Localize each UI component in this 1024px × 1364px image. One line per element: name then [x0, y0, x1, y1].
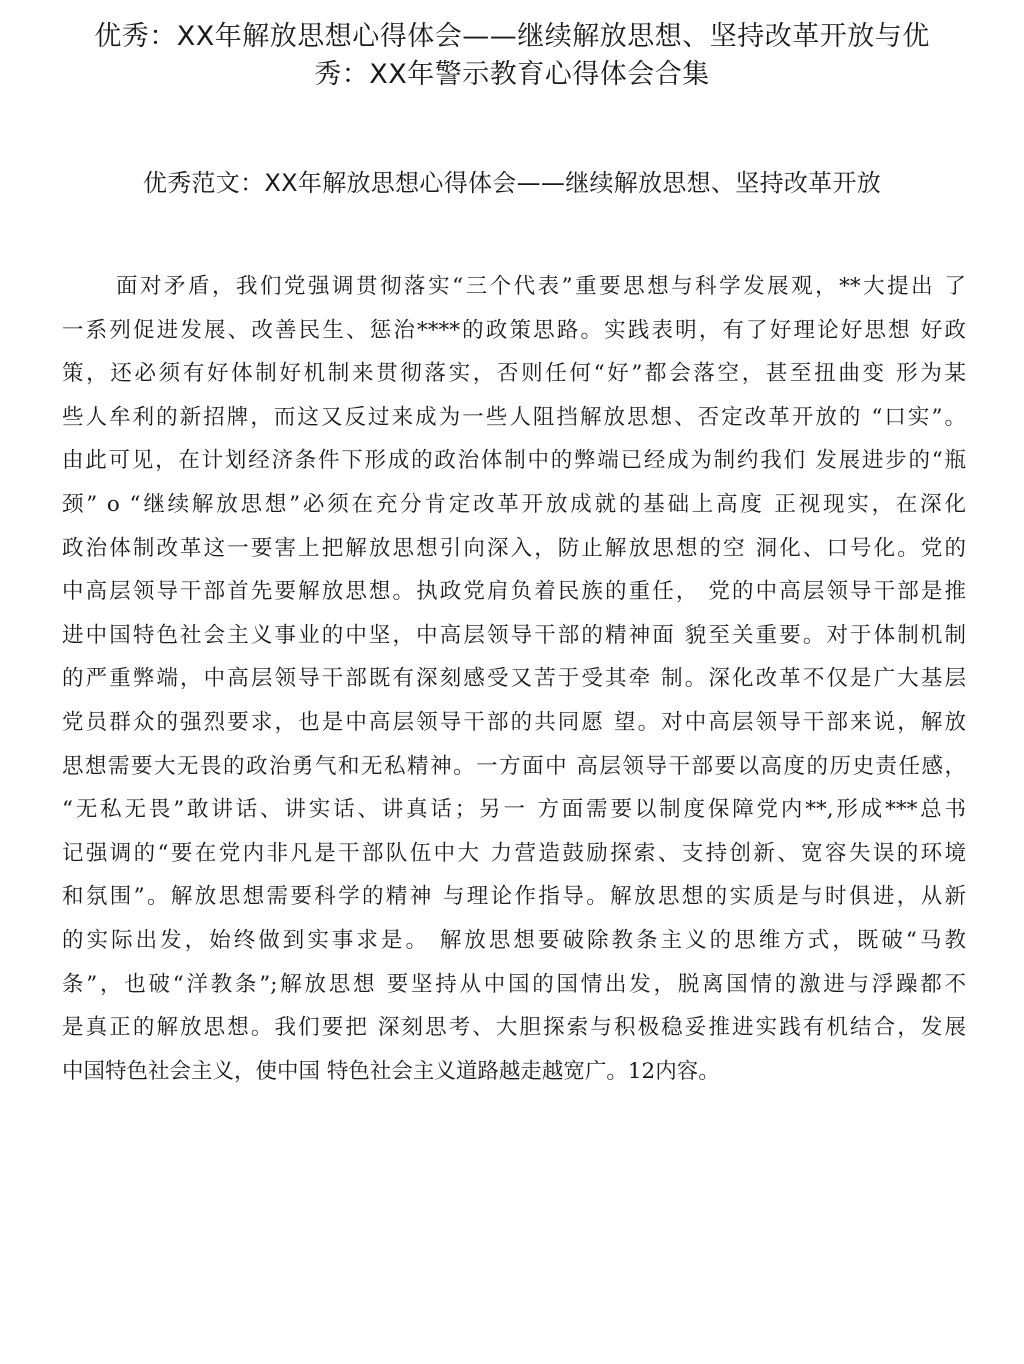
body-line: 和氛围”。解放思想需要科学的精神 与理论作指导。解放思想的实质是与时俱进，从新: [62, 884, 966, 910]
body-line: 策，还必须有好体制好机制来贯彻落实，否则任何“好”都会落空，甚至扭曲变 形为某: [62, 361, 966, 387]
body-line: 是真正的解放思想。我们要把 深刻思考、大胆探索与积极稳妥推进实践有机结合，发展: [62, 1015, 966, 1041]
body-line: 进中国特色社会主义事业的中坚，中高层领导干部的精神面 貌至关重要。对于体制机制: [62, 622, 966, 648]
body-line: 思想需要大无畏的政治勇气和无私精神。一方面中 高层领导干部要以高度的历史责任感，: [62, 753, 966, 779]
body-line: 中高层领导干部首先要解放思想。执政党肩负着民族的重任， 党的中高层领导干部是推: [62, 579, 966, 605]
body-line: 政治体制改革这一要害上把解放思想引向深入，防止解放思想的空 洞化、口号化。党的: [62, 535, 966, 561]
body-paragraph: [62, 265, 966, 1093]
body-line: 一系列促进发展、改善民生、惩治****的政策思路。实践表明，有了好理论好思想 好政: [62, 317, 966, 343]
body-line: 党员群众的强烈要求，也是中高层领导干部的共同愿 望。对中高层领导干部来说，解放: [62, 709, 966, 735]
section-heading: 优秀范文：XX年解放思想心得体会——继续解放思想、坚持改革开放: [142, 169, 882, 197]
body-line: 些人牟利的新招牌，而这又反过来成为一些人阻挡解放思想、否定改革开放的 “口实”。: [62, 404, 966, 430]
document-title-line: 优秀：XX年解放思想心得体会——继续解放思想、坚持改革开放与优: [94, 21, 930, 52]
body-line: 条”，也破“洋教条”;解放思想 要坚持从中国的国情出发，脱离国情的激进与浮躁都不: [62, 971, 966, 997]
document-title-line: 秀：XX年警示教育心得体会合集: [314, 59, 710, 90]
body-line: 由此可见，在计划经济条件下形成的政治体制中的弊端已经成为制约我们 发展进步的“瓶: [62, 448, 966, 474]
document-title: [50, 18, 974, 94]
body-line: 颈” o “继续解放思想”必须在充分肯定改革开放成就的基础上高度 正视现实，在深化: [62, 491, 966, 517]
body-line: 的严重弊端，中高层领导干部既有深刻感受又苦于受其牵 制。深化改革不仅是广大基层: [62, 666, 966, 692]
body-line: 中国特色社会主义，使中国 特色社会主义道路越走越宽广。12内容。: [62, 1058, 720, 1084]
body-line: 记强调的“要在党内非凡是干部队伍中大 力营造鼓励探索、支持创新、宽容失误的环境: [62, 840, 966, 866]
body-line: 面对矛盾，我们党强调贯彻落实“三个代表”重要思想与科学发展观，**大提出 了: [116, 274, 966, 299]
body-line: “无私无畏”敢讲话、讲实话、讲真话；另一 方面需要以制度保障党内**,形成***总书: [62, 797, 966, 823]
body-line: 的实际出发，始终做到实事求是。 解放思想要破除教条主义的思维方式，既破“马教: [62, 927, 966, 953]
